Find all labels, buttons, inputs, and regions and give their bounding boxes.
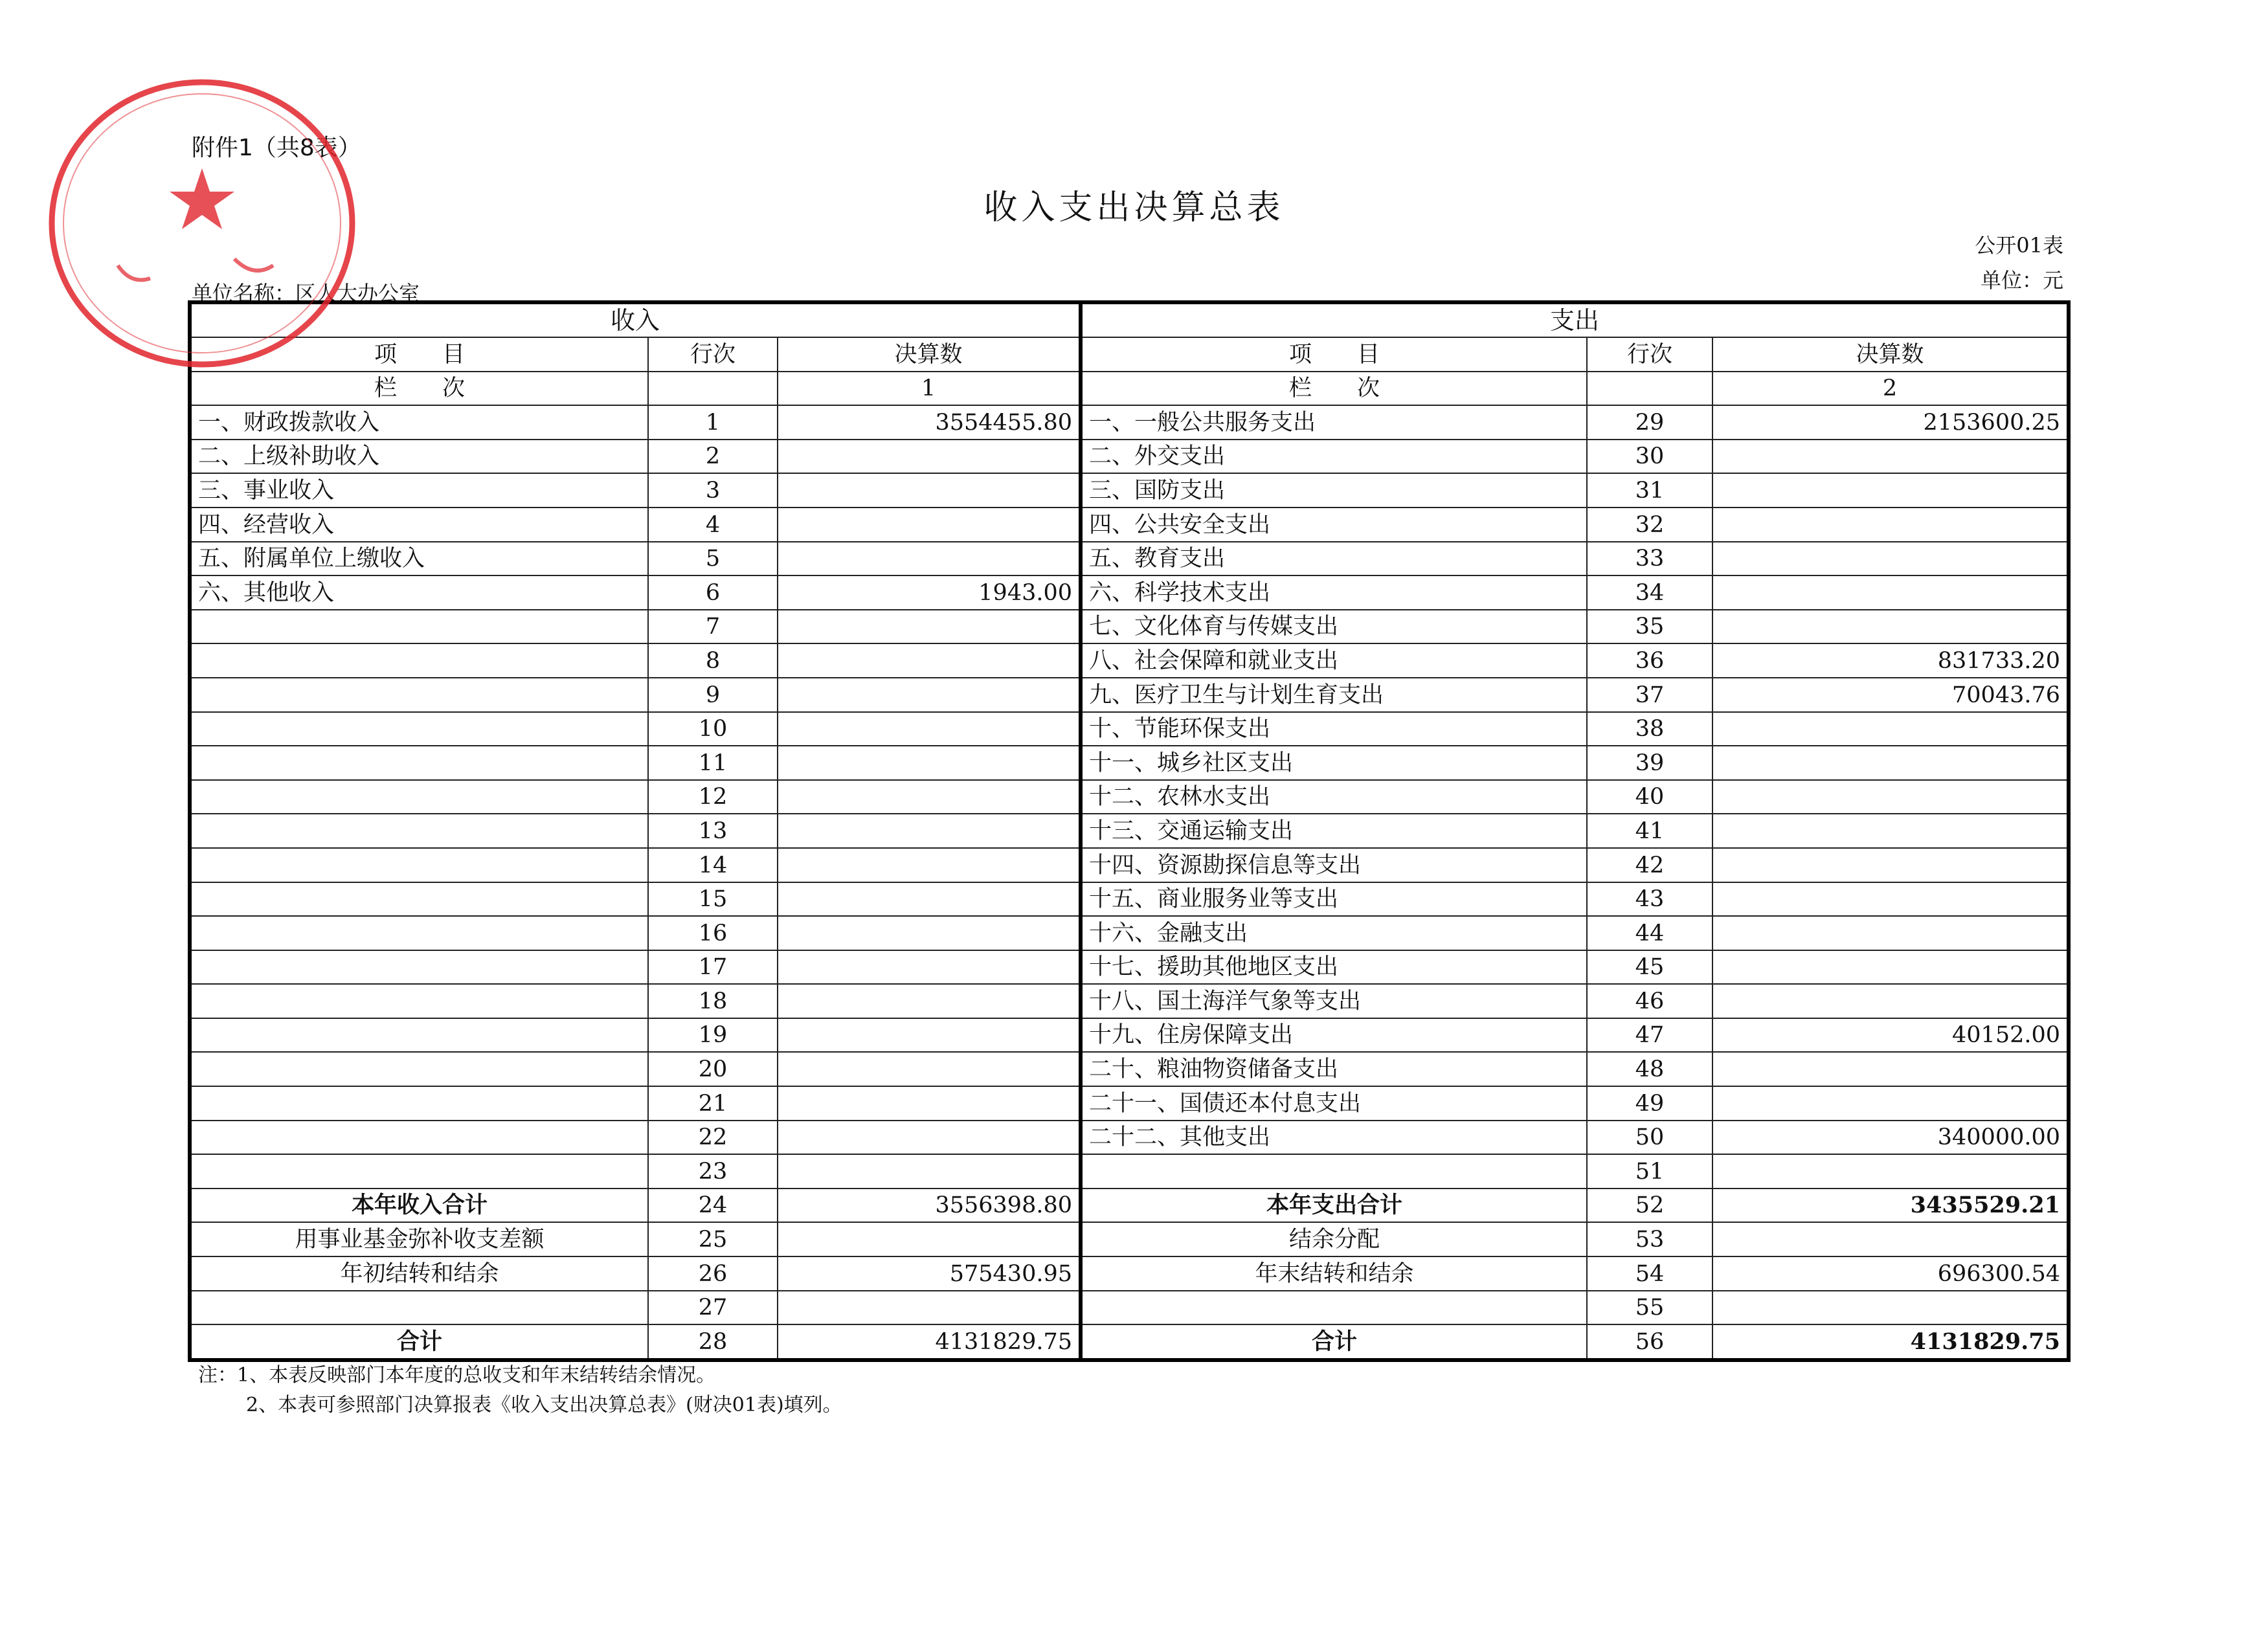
expense-amount: [1712, 1291, 2069, 1325]
income-row-number: 20: [648, 1052, 778, 1086]
table-row: [190, 508, 2069, 542]
summary-row: [190, 1291, 2069, 1325]
expense-item: 六、科学技术支出: [1081, 575, 1587, 610]
income-amount: [778, 1052, 1081, 1086]
expense-item: 五、教育支出: [1081, 542, 1587, 576]
official-seal-stamp: [40, 71, 364, 375]
expense-amount: [1712, 814, 2069, 848]
income-amount: [778, 542, 1081, 576]
income-amount: [778, 950, 1081, 985]
expense-row-number: 53: [1587, 1222, 1712, 1256]
expense-amount: 696300.54: [1712, 1256, 2069, 1291]
income-amount: [778, 712, 1081, 746]
income-item: [190, 1154, 648, 1189]
income-amount: [778, 440, 1081, 474]
expense-amount: [1712, 882, 2069, 917]
expense-row-number: 48: [1587, 1052, 1712, 1086]
income-amount: 3556398.80: [778, 1189, 1081, 1223]
expense-item: 九、医疗卫生与计划生育支出: [1081, 678, 1587, 712]
income-item: [190, 882, 648, 917]
income-row-number: 4: [648, 508, 778, 542]
expense-item: 十七、援助其他地区支出: [1081, 950, 1587, 985]
income-amount: [778, 780, 1081, 814]
income-amount: [778, 1121, 1081, 1155]
income-row-number: 23: [648, 1154, 778, 1189]
expense-amount: 4131829.75: [1712, 1324, 2069, 1360]
expense-summary-item: 本年支出合计: [1081, 1189, 1587, 1223]
income-row-number: 2: [648, 440, 778, 474]
table-row: [190, 678, 2069, 712]
income-row-number: 9: [648, 678, 778, 712]
table-row: [190, 1052, 2069, 1086]
expense-amount: [1712, 984, 2069, 1018]
summary-row: [190, 1222, 2069, 1256]
expense-row-number: 46: [1587, 984, 1712, 1018]
summary-row: [190, 1324, 2069, 1360]
expense-row-number: 35: [1587, 610, 1712, 644]
expense-amount-header: 决算数: [1712, 337, 2069, 372]
form-number: 公开01表: [1975, 233, 2063, 258]
note-2: 2、本表可参照部门决算报表《收入支出决算总表》(财决01表)填列。: [246, 1394, 842, 1416]
income-amount: [778, 1018, 1081, 1053]
expense-row-number: 50: [1587, 1121, 1712, 1155]
table-row: [190, 984, 2069, 1018]
income-expense-table: [188, 300, 2071, 1362]
income-amount: [778, 643, 1081, 678]
income-row-number: 5: [648, 542, 778, 576]
expense-summary-item: 年末结转和结余: [1081, 1256, 1587, 1291]
expense-amount: [1712, 916, 2069, 950]
income-row-number: 28: [648, 1324, 778, 1360]
income-row-number: 22: [648, 1121, 778, 1155]
expense-amount: [1712, 848, 2069, 882]
income-item: 二、上级补助收入: [190, 440, 648, 474]
expense-amount: [1712, 440, 2069, 474]
income-item: [190, 712, 648, 746]
income-item: [190, 610, 648, 644]
expense-item: 八、社会保障和就业支出: [1081, 643, 1587, 678]
income-row-number: 15: [648, 882, 778, 917]
expense-item: 十二、农林水支出: [1081, 780, 1587, 814]
expense-row-number: 42: [1587, 848, 1712, 882]
income-row-number: 26: [648, 1256, 778, 1291]
unit-name: 单位名称：区人大办公室: [192, 281, 420, 306]
table-row: [190, 814, 2069, 848]
expense-row-number: 45: [1587, 950, 1712, 985]
income-amount: [778, 1291, 1081, 1325]
table-row: [190, 916, 2069, 950]
expense-row-number: 55: [1587, 1291, 1712, 1325]
income-amount: [778, 610, 1081, 644]
income-item: [190, 1121, 648, 1155]
table-row: [190, 440, 2069, 474]
expense-item: 十五、商业服务业等支出: [1081, 882, 1587, 917]
page-title: 收入支出决算总表: [983, 188, 1285, 227]
income-amount: [778, 1086, 1081, 1121]
expense-amount: [1712, 1086, 2069, 1121]
expense-row-number: 54: [1587, 1256, 1712, 1291]
expense-item: 十一、城乡社区支出: [1081, 746, 1587, 780]
expense-amount: [1712, 542, 2069, 576]
income-amount: [778, 1222, 1081, 1256]
income-row-number: 6: [648, 575, 778, 610]
expense-amount: [1712, 610, 2069, 644]
table-row: [190, 950, 2069, 985]
income-row-number: 21: [648, 1086, 778, 1121]
expense-amount: 40152.00: [1712, 1018, 2069, 1053]
expense-item: 三、国防支出: [1081, 473, 1587, 508]
empty-cell: [648, 372, 778, 406]
income-item: [190, 916, 648, 950]
income-summary-item: [190, 1291, 648, 1325]
expense-amount: [1712, 712, 2069, 746]
expense-summary-item: 结余分配: [1081, 1222, 1587, 1256]
income-row-number: 18: [648, 984, 778, 1018]
expense-item: 十、节能环保支出: [1081, 712, 1587, 746]
expense-row-number: 34: [1587, 575, 1712, 610]
income-amount: [778, 1154, 1081, 1189]
expense-row-number: 43: [1587, 882, 1712, 917]
summary-row: [190, 1256, 2069, 1291]
income-item: [190, 848, 648, 882]
expense-row-number: 52: [1587, 1189, 1712, 1223]
expense-amount: [1712, 575, 2069, 610]
income-row-number: 10: [648, 712, 778, 746]
expense-amount: [1712, 1154, 2069, 1189]
income-amount: [778, 916, 1081, 950]
expense-row-number: 47: [1587, 1018, 1712, 1053]
income-amount: [778, 848, 1081, 882]
expense-summary-item: [1081, 1291, 1587, 1325]
expense-amount: 831733.20: [1712, 643, 2069, 678]
income-item: 四、经营收入: [190, 508, 648, 542]
income-column-number: 1: [778, 372, 1081, 406]
expense-item: 一、一般公共服务支出: [1081, 405, 1587, 440]
table-row: [190, 882, 2069, 917]
income-row-number: 11: [648, 746, 778, 780]
income-item: 三、事业收入: [190, 473, 648, 508]
table-row: [190, 643, 2069, 678]
expense-amount: [1712, 780, 2069, 814]
income-header: 收入: [190, 302, 1081, 337]
empty-cell: [1587, 372, 1712, 406]
income-summary-item: 本年收入合计: [190, 1189, 648, 1223]
unit-label: 单位：元: [1980, 268, 2063, 293]
summary-row: [190, 1189, 2069, 1223]
table-row: [190, 780, 2069, 814]
table-row: [190, 575, 2069, 610]
income-amount: [778, 508, 1081, 542]
expense-row-number: 29: [1587, 405, 1712, 440]
income-summary-item: 用事业基金弥补收支差额: [190, 1222, 648, 1256]
income-row-number: 25: [648, 1222, 778, 1256]
income-amount: 575430.95: [778, 1256, 1081, 1291]
income-amount: [778, 746, 1081, 780]
expense-row-number: 36: [1587, 643, 1712, 678]
income-row-number: 19: [648, 1018, 778, 1053]
income-summary-item: 合计: [190, 1324, 648, 1360]
table-row: [190, 473, 2069, 508]
income-rowno-header: 行次: [648, 337, 778, 372]
income-item: 一、财政拨款收入: [190, 405, 648, 440]
expense-row-number: 51: [1587, 1154, 1712, 1189]
expense-amount: [1712, 950, 2069, 985]
income-amount-header: 决算数: [778, 337, 1081, 372]
table-row: [190, 712, 2069, 746]
income-amount: [778, 882, 1081, 917]
income-item: [190, 780, 648, 814]
income-row-number: 1: [648, 405, 778, 440]
expense-row-number: 49: [1587, 1086, 1712, 1121]
income-item: 六、其他收入: [190, 575, 648, 610]
expense-column-label: 栏 次: [1081, 372, 1587, 406]
income-item: [190, 984, 648, 1018]
expense-item: 十六、金融支出: [1081, 916, 1587, 950]
expense-amount: 2153600.25: [1712, 405, 2069, 440]
expense-item: 二十、粮油物资储备支出: [1081, 1052, 1587, 1086]
expense-item: 十九、住房保障支出: [1081, 1018, 1587, 1053]
income-item: [190, 746, 648, 780]
income-row-number: 8: [648, 643, 778, 678]
expense-row-number: 44: [1587, 916, 1712, 950]
expense-item: 十四、资源勘探信息等支出: [1081, 848, 1587, 882]
expense-amount: [1712, 1222, 2069, 1256]
income-amount: 4131829.75: [778, 1324, 1081, 1360]
income-row-number: 16: [648, 916, 778, 950]
income-row-number: 27: [648, 1291, 778, 1325]
expense-row-number: 32: [1587, 508, 1712, 542]
income-item: [190, 643, 648, 678]
expense-item: 四、公共安全支出: [1081, 508, 1587, 542]
table-row: [190, 746, 2069, 780]
expense-row-number: 30: [1587, 440, 1712, 474]
expense-amount: 340000.00: [1712, 1121, 2069, 1155]
table-row: [190, 610, 2069, 644]
note-1: 注：1、本表反映部门本年度的总收支和年末结转结余情况。: [198, 1364, 716, 1387]
expense-amount: [1712, 473, 2069, 508]
table-row: [190, 848, 2069, 882]
income-summary-item: 年初结转和结余: [190, 1256, 648, 1291]
income-item: [190, 1018, 648, 1053]
expense-row-number: 31: [1587, 473, 1712, 508]
expense-row-number: 37: [1587, 678, 1712, 712]
income-item-header: 项 目: [190, 337, 648, 372]
expense-item: 十八、国土海洋气象等支出: [1081, 984, 1587, 1018]
expense-amount: 3435529.21: [1712, 1189, 2069, 1223]
expense-row-number: 39: [1587, 746, 1712, 780]
expense-row-number: 56: [1587, 1324, 1712, 1360]
income-amount: [778, 473, 1081, 508]
income-row-number: 13: [648, 814, 778, 848]
income-item: [190, 950, 648, 985]
income-amount: [778, 814, 1081, 848]
income-amount: 3554455.80: [778, 405, 1081, 440]
expense-item: 二十二、其他支出: [1081, 1121, 1587, 1155]
income-row-number: 24: [648, 1189, 778, 1223]
income-amount: 1943.00: [778, 575, 1081, 610]
expense-amount: [1712, 1052, 2069, 1086]
income-item: [190, 1086, 648, 1121]
income-row-number: 17: [648, 950, 778, 985]
income-row-number: 7: [648, 610, 778, 644]
attachment-label: 附件1（共8表）: [192, 135, 361, 161]
expense-row-number: 33: [1587, 542, 1712, 576]
income-amount: [778, 984, 1081, 1018]
income-item: 五、附属单位上缴收入: [190, 542, 648, 576]
income-row-number: 14: [648, 848, 778, 882]
expense-item: [1081, 1154, 1587, 1189]
income-item: [190, 1052, 648, 1086]
income-amount: [778, 678, 1081, 712]
table-row: [190, 405, 2069, 440]
income-column-label: 栏 次: [190, 372, 648, 406]
expense-summary-item: 合计: [1081, 1324, 1587, 1360]
expense-item-header: 项 目: [1081, 337, 1587, 372]
expense-amount: 70043.76: [1712, 678, 2069, 712]
table-row: [190, 1018, 2069, 1053]
expense-amount: [1712, 746, 2069, 780]
table-row: [190, 542, 2069, 576]
expense-row-number: 38: [1587, 712, 1712, 746]
expense-item: 七、文化体育与传媒支出: [1081, 610, 1587, 644]
income-row-number: 12: [648, 780, 778, 814]
expense-header: 支出: [1081, 302, 2069, 337]
expense-item: 二十一、国债还本付息支出: [1081, 1086, 1587, 1121]
income-row-number: 3: [648, 473, 778, 508]
income-item: [190, 678, 648, 712]
income-item: [190, 814, 648, 848]
notes: [198, 1361, 842, 1420]
expense-item: 二、外交支出: [1081, 440, 1587, 474]
expense-column-number: 2: [1712, 372, 2069, 406]
table-row: [190, 1121, 2069, 1155]
expense-row-number: 40: [1587, 780, 1712, 814]
expense-item: 十三、交通运输支出: [1081, 814, 1587, 848]
expense-amount: [1712, 508, 2069, 542]
expense-rowno-header: 行次: [1587, 337, 1712, 372]
table-row: [190, 1154, 2069, 1189]
table-row: [190, 1086, 2069, 1121]
expense-row-number: 41: [1587, 814, 1712, 848]
